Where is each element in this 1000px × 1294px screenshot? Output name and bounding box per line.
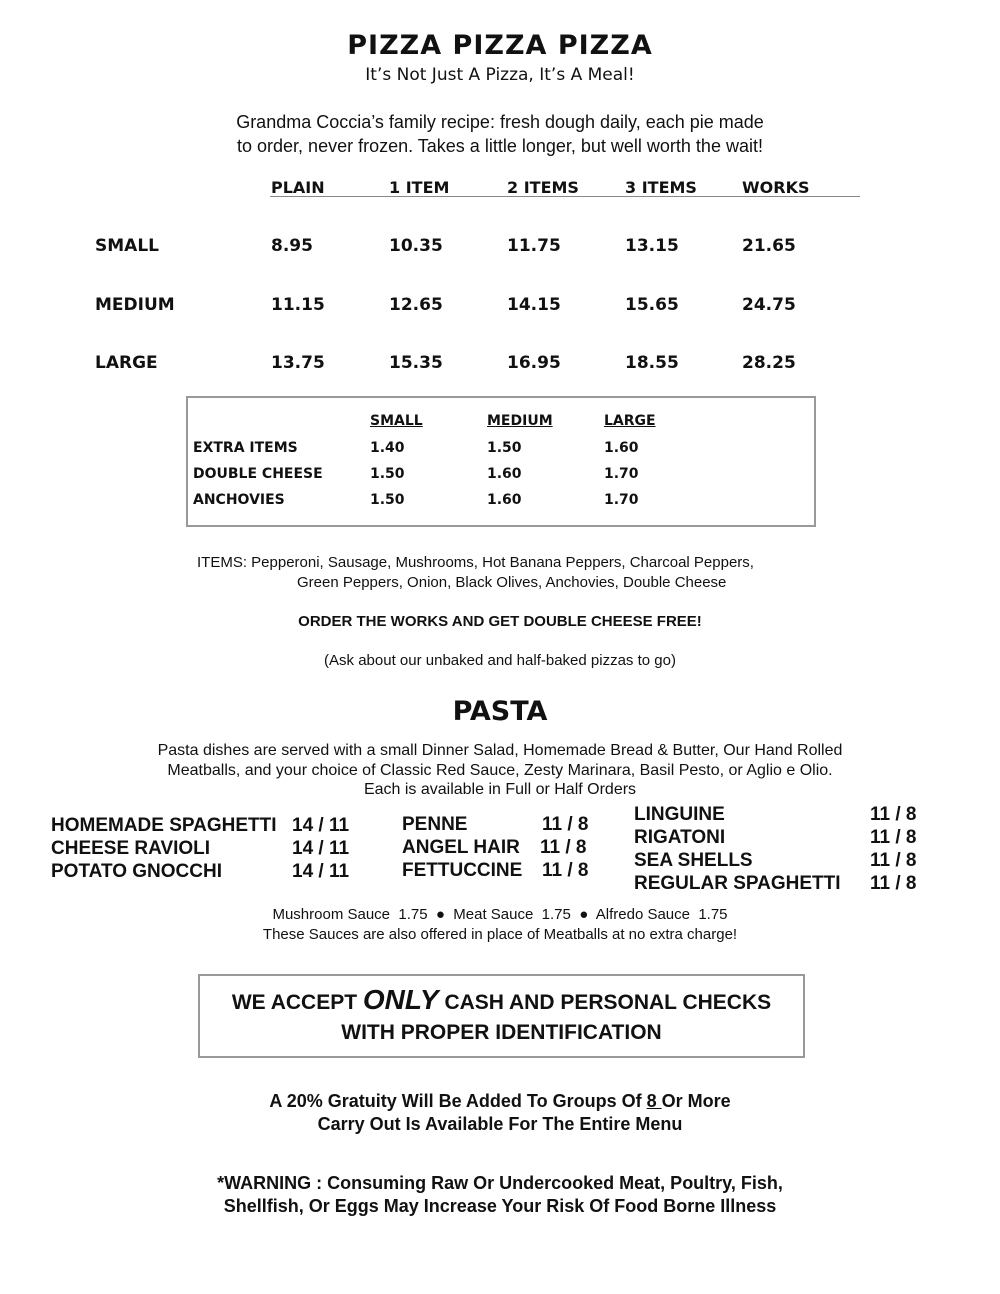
col-header-works: WORKS: [742, 178, 810, 197]
items-list-line-2: Green Peppers, Onion, Black Olives, Anchovies, Double Cheese: [297, 574, 727, 591]
payment-line-2: WITH PROPER IDENTIFICATION: [341, 1021, 662, 1044]
menu-title: PIZZA PIZZA PIZZA: [347, 30, 653, 61]
price-medium-2-items: 14.15: [507, 295, 561, 315]
extras-price: 1.70: [604, 492, 639, 508]
price-small-plain: 8.95: [271, 236, 313, 256]
payment-pre: WE ACCEPT: [231, 991, 363, 1014]
pasta-price: 11 / 8: [870, 873, 917, 894]
price-small-works: 21.65: [742, 236, 796, 256]
pasta-price: 14 / 11: [292, 861, 350, 882]
size-large: LARGE: [95, 353, 158, 373]
extras-header-medium: MEDIUM: [487, 413, 553, 429]
extras-price: 1.50: [370, 466, 405, 482]
payment-line-1: [198, 984, 805, 1016]
pasta-price: 11 / 8: [540, 837, 587, 858]
pasta-item-potato-gnocchi: POTATO GNOCCHI: [51, 861, 222, 882]
pasta-item-linguine: LINGUINE: [634, 804, 725, 825]
sauce-prices: Mushroom Sauce 1.75 ● Meat Sauce 1.75 ● Alfredo Sauce 1.75: [272, 906, 728, 923]
pasta-desc-line-1: Pasta dishes are served with a small Dinner Salad, Homemade Bread & Butter, Our Hand Rolled: [157, 742, 843, 759]
payment-post: CASH AND PERSONAL CHECKS: [438, 991, 772, 1014]
price-medium-3-items: 15.65: [625, 295, 679, 315]
gratuity-post: Or More: [661, 1091, 731, 1111]
price-small-1-item: 10.35: [389, 236, 443, 256]
items-list-line-1: ITEMS: Pepperoni, Sausage, Mushrooms, Hot Banana Peppers, Charcoal Peppers,: [197, 554, 754, 571]
pasta-item-homemade-spaghetti: HOMEMADE SPAGHETTI: [51, 815, 277, 836]
size-medium: MEDIUM: [95, 295, 175, 315]
warning-line-1: *WARNING : Consuming Raw Or Undercooked Meat, Poultry, Fish,: [217, 1173, 783, 1193]
pasta-item-rigatoni: RIGATONI: [634, 827, 726, 848]
carry-out-notice: Carry Out Is Available For The Entire Menu: [317, 1114, 683, 1134]
price-medium-plain: 11.15: [271, 295, 325, 315]
col-header-plain: PLAIN: [271, 178, 325, 197]
pasta-price: 11 / 8: [870, 827, 917, 848]
price-large-plain: 13.75: [271, 353, 325, 373]
pasta-item-cheese-ravioli: CHEESE RAVIOLI: [51, 838, 211, 859]
price-large-works: 28.25: [742, 353, 796, 373]
extras-name-anchovies: ANCHOVIES: [193, 492, 285, 508]
extras-price: 1.50: [487, 440, 522, 456]
pasta-item-penne: PENNE: [402, 814, 468, 835]
extras-price: 1.50: [370, 492, 405, 508]
gratuity-notice: [0, 1091, 1000, 1112]
price-large-1-item: 15.35: [389, 353, 443, 373]
pasta-title: PASTA: [452, 696, 548, 727]
extras-name-extra-items: EXTRA ITEMS: [193, 440, 298, 456]
extras-price: 1.60: [487, 492, 522, 508]
sauce-note: These Sauces are also offered in place of Meatballs at no extra charge!: [262, 926, 738, 943]
pasta-item-regular-spaghetti: REGULAR SPAGHETTI: [634, 873, 841, 894]
works-promo: ORDER THE WORKS AND GET DOUBLE CHEESE FREE!: [298, 613, 702, 630]
gratuity-pre: A 20% Gratuity Will Be Added To Groups Of: [269, 1091, 647, 1111]
extras-price: 1.60: [487, 466, 522, 482]
extras-name-double-cheese: DOUBLE CHEESE: [193, 466, 323, 482]
col-header-1-item: 1 ITEM: [389, 178, 450, 197]
extras-price: 1.60: [604, 440, 639, 456]
pasta-item-angel-hair: ANGEL HAIR: [402, 837, 520, 858]
extras-price: 1.70: [604, 466, 639, 482]
pasta-price: 14 / 11: [292, 838, 350, 859]
pasta-price: 11 / 8: [542, 814, 589, 835]
col-header-2-items: 2 ITEMS: [507, 178, 579, 197]
to-go-note: (Ask about our unbaked and half-baked pizzas to go): [324, 652, 676, 669]
header-rule: [270, 196, 860, 197]
pasta-item-sea-shells: SEA SHELLS: [634, 850, 753, 871]
pasta-desc-line-3: Each is available in Full or Half Orders: [363, 781, 637, 798]
price-small-2-items: 11.75: [507, 236, 561, 256]
pasta-price: 14 / 11: [292, 815, 350, 836]
menu-tagline: It’s Not Just A Pizza, It’s A Meal!: [365, 65, 635, 85]
extras-header-small: SMALL: [370, 413, 423, 429]
size-small: SMALL: [95, 236, 159, 256]
pasta-price: 11 / 8: [870, 850, 917, 871]
intro-line-1: Grandma Coccia’s family recipe: fresh dough daily, each pie made: [236, 112, 764, 132]
pasta-price: 11 / 8: [542, 860, 589, 881]
price-large-3-items: 18.55: [625, 353, 679, 373]
gratuity-group-size: 8: [646, 1091, 662, 1111]
price-small-3-items: 13.15: [625, 236, 679, 256]
price-large-2-items: 16.95: [507, 353, 561, 373]
price-medium-1-item: 12.65: [389, 295, 443, 315]
payment-only-emphasis: ONLY: [362, 984, 439, 1015]
pasta-price: 11 / 8: [870, 804, 917, 825]
col-header-3-items: 3 ITEMS: [625, 178, 697, 197]
extras-header-large: LARGE: [604, 413, 656, 429]
price-medium-works: 24.75: [742, 295, 796, 315]
warning-line-2: Shellfish, Or Eggs May Increase Your Risk Of Food Borne Illness: [223, 1196, 777, 1216]
pasta-item-fettuccine: FETTUCCINE: [402, 860, 523, 881]
pasta-desc-line-2: Meatballs, and your choice of Classic Red Sauce, Zesty Marinara, Basil Pesto, or Aglio e Olio.: [167, 762, 833, 779]
extras-price: 1.40: [370, 440, 405, 456]
intro-line-2: to order, never frozen. Takes a little longer, but well worth the wait!: [237, 136, 763, 156]
